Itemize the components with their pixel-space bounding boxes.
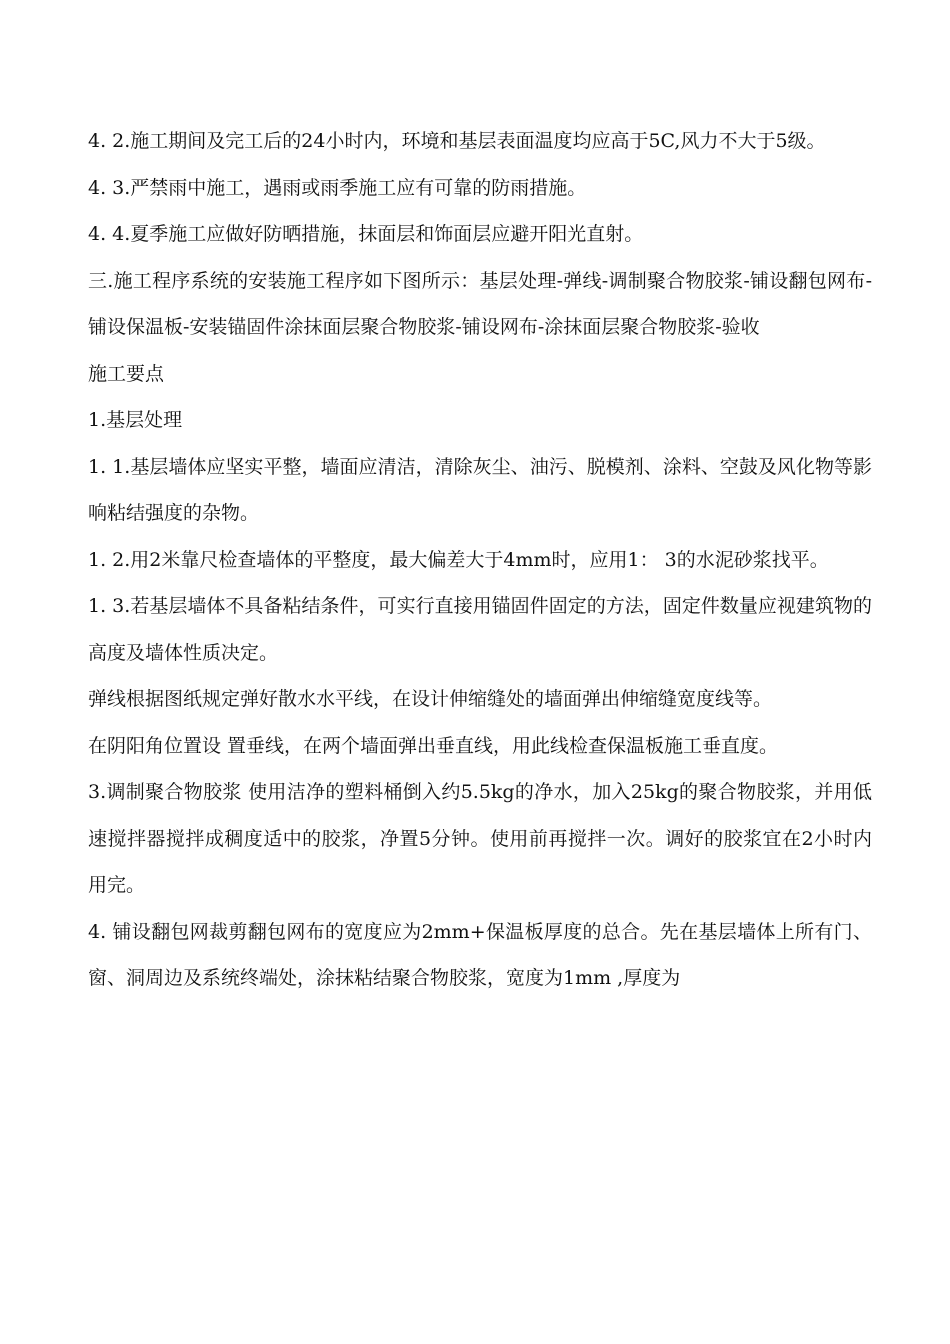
heading-base-treatment: 1.基层处理 bbox=[88, 409, 183, 431]
paragraph-wrap-mesh: 4. 铺设翻包网裁剪翻包网布的宽度应为2mm+保温板厚度的总合。先在基层墙体上所有门、窗、洞周边及系统终端处，涂抹粘结聚合物胶浆，宽度为1mm ,厚度为 bbox=[88, 920, 872, 989]
paragraph-4-3: 4. 3.严禁雨中施工，遇雨或雨季施工应有可靠的防雨措施。 bbox=[88, 176, 587, 199]
paragraph-1-3: 1. 3.若基层墙体不具备粘结条件，可实行直接用锚固件固定的方法，固定件数量应视建筑物的高度及墙体性质决定。 bbox=[88, 595, 872, 664]
paragraph-4-2: 4. 2.施工期间及完工后的24小时内，环境和基层表面温度均应高于5C,风力不大于5级。 bbox=[88, 130, 826, 152]
paragraph-4-4: 4. 4.夏季施工应做好防晒措施，抹面层和饰面层应避开阳光直射。 bbox=[88, 223, 644, 245]
heading-construction-points: 施工要点 bbox=[88, 362, 165, 385]
paragraph-vertical-line: 在阴阳角位置设 置垂线，在两个墙面弹出垂直线，用此线检查保温板施工垂直度。 bbox=[88, 734, 779, 757]
paragraph-snap-line: 弹线根据图纸规定弹好散水水平线，在设计伸缩缝处的墙面弹出伸缩缝宽度线等。 bbox=[88, 688, 773, 710]
paragraph-section-3-procedure: 三.施工程序系统的安装施工程序如下图所示：基层处理-弹线-调制聚合物胶浆-铺设翻包网布-铺设保温板-安装锚固件涂抹面层聚合物胶浆-铺设网布-涂抹面层聚合物胶浆-验收 bbox=[88, 269, 872, 338]
paragraph-1-1: 1. 1.基层墙体应坚实平整，墙面应清洁，清除灰尘、油污、脱模剂、涂料、空鼓及风化物等影响粘结强度的杂物。 bbox=[88, 455, 872, 524]
paragraph-mix-mortar: 3.调制聚合物胶浆 使用洁净的塑料桶倒入约5.5kg的净水，加入25kg的聚合物胶浆，并用低速搅拌器搅拌成稠度适中的胶浆，净置5分钟。使用前再搅拌一次。调好的胶浆宜在2小时内用完。 bbox=[88, 781, 872, 896]
paragraph-1-2: 1. 2.用2米靠尺检查墙体的平整度，最大偏差大于4mm时，应用1： 3的水泥砂浆找平。 bbox=[88, 548, 829, 571]
document-body bbox=[88, 118, 872, 1002]
